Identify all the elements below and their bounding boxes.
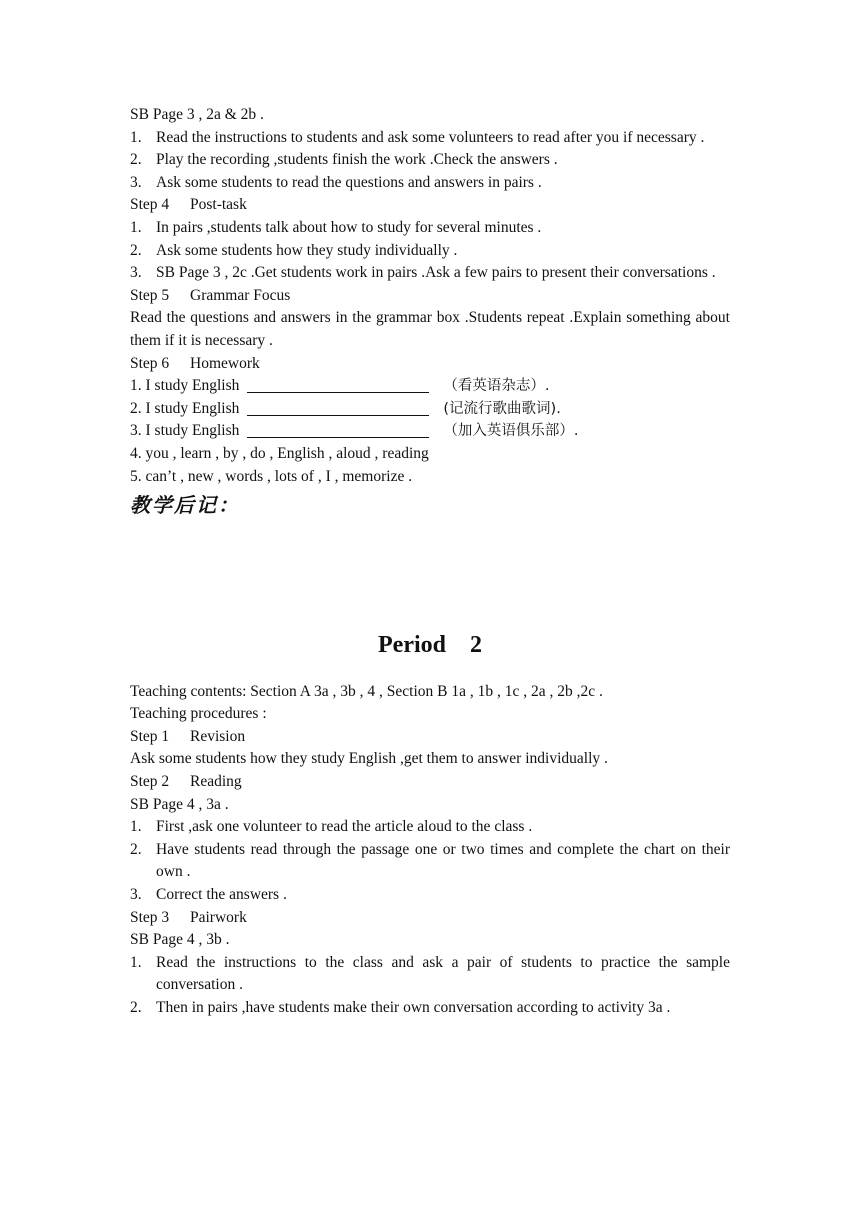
step-heading: Step 2 Reading	[130, 773, 242, 791]
answer-blank[interactable]	[247, 421, 429, 438]
list-item: 1. In pairs ,students talk about how to study for several minutes .	[130, 218, 542, 236]
list-item: 2. Have students read through the passage one or two times and complete the chart on their own .	[130, 840, 730, 881]
exercise-line: 3. I study English （加入英语俱乐部）.	[130, 422, 579, 440]
document-page	[130, 104, 730, 1020]
section-heading: SB Page 4 , 3b .	[130, 931, 230, 949]
list-item: 2. Then in pairs ,have students make their own conversation according to activity 3a .	[130, 999, 671, 1016]
paragraph: Ask some students how they study English ,get them to answer individually .	[130, 750, 608, 768]
list-item: 2. Play the recording ,students finish the work .Check the answers .	[130, 151, 558, 169]
step-heading: Step 1 Revision	[130, 727, 246, 745]
step-heading: Step 5 Grammar Focus	[130, 286, 291, 304]
exercise-line: 5. can’t , new , words , lots of , I , memorize .	[130, 467, 413, 485]
list-item: 3. SB Page 3 , 2c .Get students work in pairs .Ask a few pairs to present their conversations .	[130, 264, 716, 282]
answer-blank[interactable]	[247, 399, 429, 416]
section-heading: SB Page 3 , 2a & 2b .	[130, 106, 264, 123]
step-heading: Step 3 Pairwork	[130, 908, 247, 926]
section-heading: SB Page 4 , 3a .	[130, 795, 229, 813]
period-title: Period 2	[378, 632, 482, 659]
answer-blank[interactable]	[247, 376, 429, 393]
exercise-line: 4. you , learn , by , do , English , aloud , reading	[130, 444, 429, 462]
list-item: 3. Correct the answers .	[130, 886, 287, 904]
exercise-line: 1. I study English （看英语杂志）.	[130, 377, 550, 395]
step-heading: Step 4 Post-task	[130, 196, 247, 214]
teaching-procedures: Teaching procedures :	[130, 705, 267, 723]
list-item: 1. Read the instructions to the class and ask a pair of students to practice the sample conversation .	[130, 953, 730, 994]
paragraph: Read the questions and answers in the grammar box .Students repeat .Explain something about them if it is necessary .	[130, 309, 730, 349]
teaching-contents: Teaching contents: Section A 3a , 3b , 4 , Section B 1a , 1b , 1c , 2a , 2b ,2c .	[130, 682, 603, 700]
step-heading: Step 6 Homework	[130, 354, 260, 372]
list-item: 1. First ,ask one volunteer to read the article aloud to the class .	[130, 818, 533, 836]
teaching-notes-label: 教学后记：	[130, 493, 240, 518]
list-item: 3. Ask some students to read the questions and answers in pairs .	[130, 173, 542, 191]
list-item: 2. Ask some students how they study individually .	[130, 241, 458, 259]
list-item: 1. Read the instructions to students and ask some volunteers to read after you if necessary .	[130, 128, 705, 146]
exercise-line: 2. I study English (记流行歌曲歌词).	[130, 399, 561, 417]
